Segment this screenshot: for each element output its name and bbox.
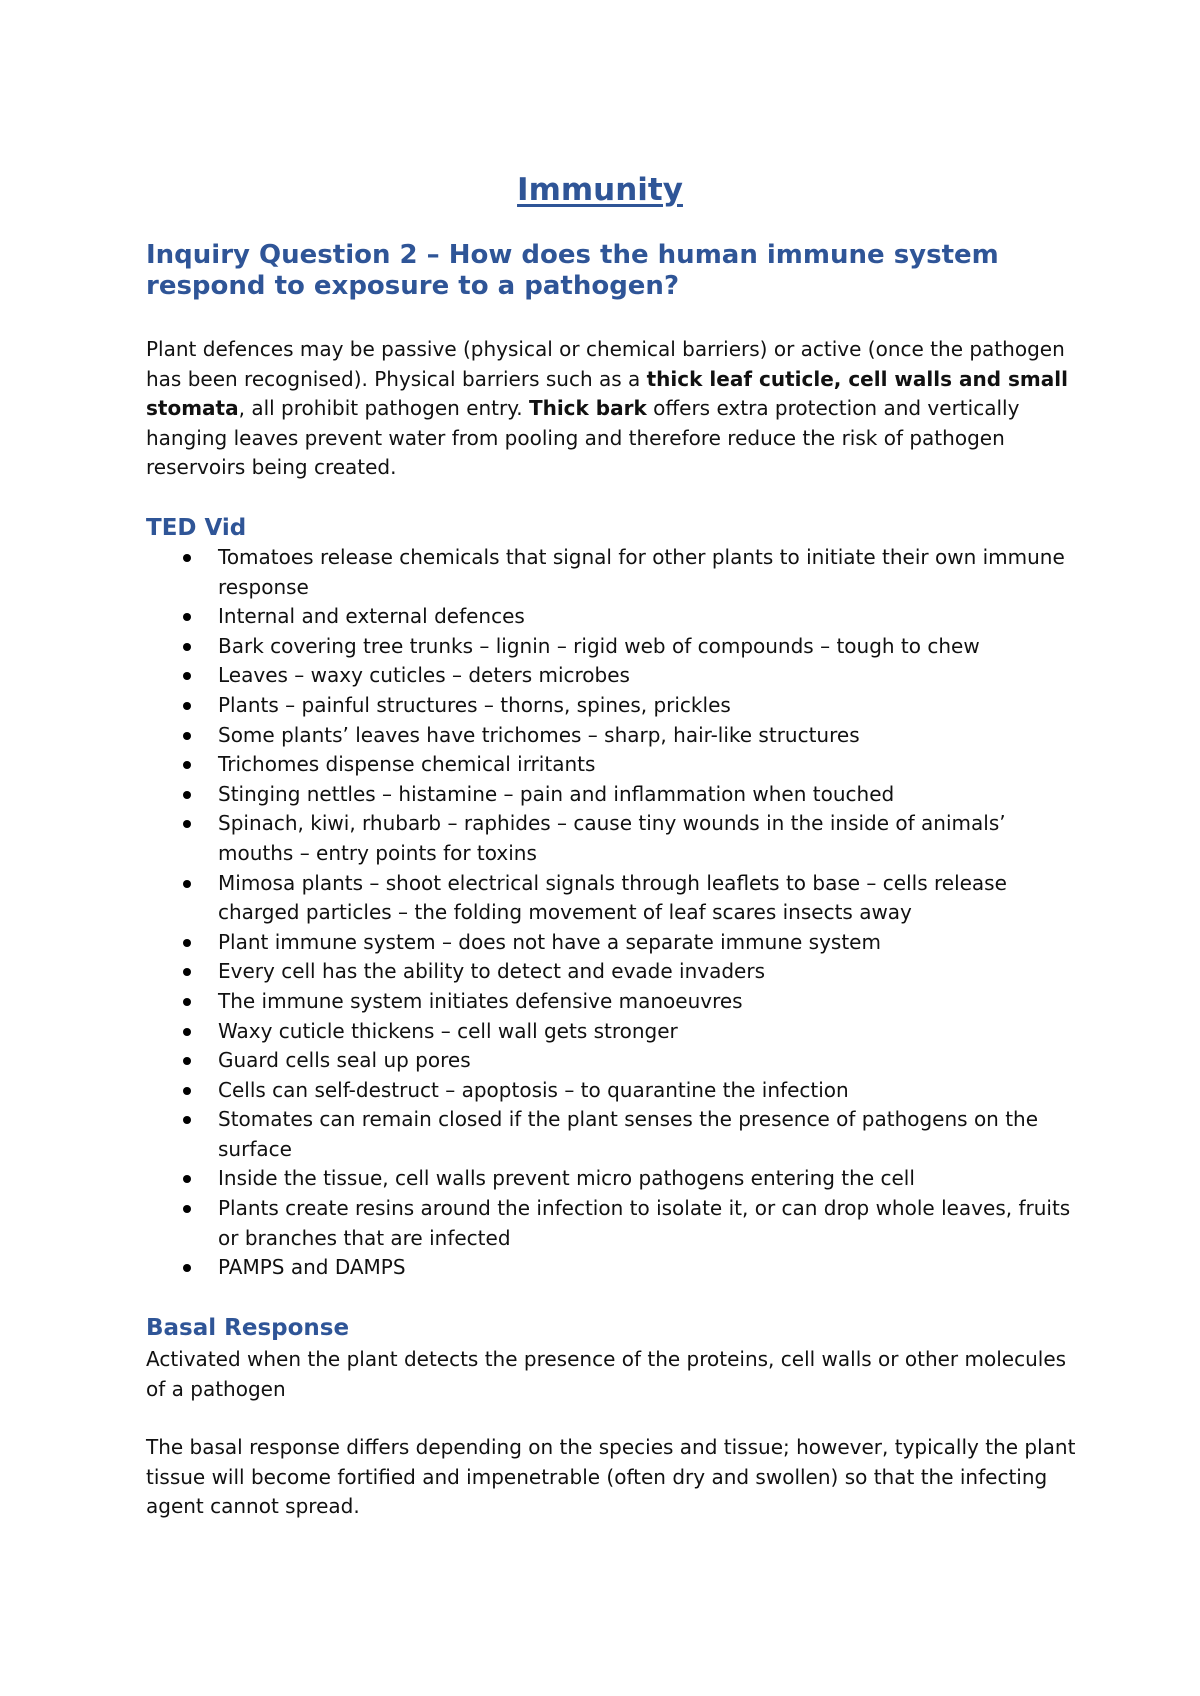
- list-item: [146, 928, 1076, 958]
- intro-text-3: offers extra protection and vertically hanging leaves prevent water from pooling and therefore reduce the risk of pathogen reservoirs being created.: [146, 396, 1020, 480]
- list-item-text: Leaves – waxy cuticles – deters microbes: [218, 663, 630, 688]
- list-item-text: Every cell has the ability to detect and evade invaders: [218, 959, 765, 984]
- list-item: [146, 957, 1076, 987]
- list-item-text: Tomatoes release chemicals that signal for other plants to initiate their own immune response: [218, 545, 1065, 599]
- list-item: [146, 661, 1076, 691]
- list-item: [146, 543, 1076, 602]
- intro-paragraph: [146, 335, 1076, 483]
- inquiry-question-heading: Inquiry Question 2 – How does the human immune system respond to exposure to a pathogen?: [146, 240, 999, 301]
- list-item-text: Plants create resins around the infection to isolate it, or can drop whole leaves, fruits or branches that are infected: [218, 1196, 1071, 1250]
- list-item-text: Cells can self-destruct – apoptosis – to quarantine the infection: [218, 1077, 849, 1102]
- list-item-text: Stinging nettles – histamine – pain and inflammation when touched: [218, 781, 895, 806]
- list-item: [146, 987, 1076, 1017]
- list-item: [146, 780, 1076, 810]
- list-item: [146, 1105, 1076, 1164]
- list-item: [146, 602, 1076, 632]
- bullet-icon: [183, 1116, 191, 1124]
- bullet-icon: [183, 791, 191, 799]
- bullet-icon: [183, 613, 191, 621]
- list-item: [146, 869, 1076, 928]
- list-item: [146, 1046, 1076, 1076]
- intro-bold-2: Thick bark: [528, 396, 647, 421]
- list-item-text: Bark covering tree trunks – lignin – rigid web of compounds – tough to chew: [218, 633, 980, 658]
- bullet-icon: [183, 1087, 191, 1095]
- list-item-text: Internal and external defences: [218, 604, 525, 629]
- intro-text-2: , all prohibit pathogen entry.: [238, 396, 529, 421]
- ted-section-heading: TED Vid: [146, 515, 247, 541]
- basal-paragraph-1: Activated when the plant detects the presence of the proteins, cell walls or other molecules of a pathogen: [146, 1347, 1067, 1401]
- list-item-text: Stomates can remain closed if the plant senses the presence of pathogens on the surface: [218, 1107, 1039, 1161]
- bullet-icon: [183, 643, 191, 651]
- bullet-icon: [183, 672, 191, 680]
- list-item-text: Guard cells seal up pores: [218, 1048, 471, 1073]
- intro-bold-1: thick leaf cuticle, cell walls and small stomata: [146, 366, 1068, 421]
- list-item: [146, 691, 1076, 721]
- list-item-text: Waxy cuticle thickens – cell wall gets stronger: [218, 1018, 678, 1043]
- list-item-text: Mimosa plants – shoot electrical signals through leaflets to base – cells release charged particles – the folding movement of leaf scares insects away: [218, 870, 1007, 925]
- bullet-icon: [183, 702, 191, 710]
- bullet-icon: [183, 820, 191, 828]
- intro-text-1: Plant defences may be passive (physical or chemical barriers) or active (once the pathogen has been recognised). Physical barriers such as a: [146, 337, 1065, 391]
- bullet-icon: [183, 554, 191, 562]
- bullet-icon: [183, 998, 191, 1006]
- list-item-text: The immune system initiates defensive manoeuvres: [218, 988, 743, 1013]
- bullet-icon: [183, 968, 191, 976]
- ted-bullet-list: [146, 543, 1076, 1283]
- list-item: [146, 1076, 1076, 1106]
- list-item: [146, 750, 1076, 780]
- bullet-icon: [183, 939, 191, 947]
- list-item-text: Trichomes dispense chemical irritants: [218, 752, 596, 777]
- list-item: [146, 1017, 1076, 1047]
- bullet-icon: [183, 732, 191, 740]
- list-item-text: PAMPS and DAMPS: [218, 1255, 406, 1280]
- list-item-text: Some plants’ leaves have trichomes – sharp, hair-like structures: [218, 722, 860, 747]
- bullet-icon: [183, 1264, 191, 1272]
- bullet-icon: [183, 761, 191, 769]
- list-item: [146, 721, 1076, 751]
- basal-section-heading: Basal Response: [146, 1315, 350, 1341]
- list-item-text: Inside the tissue, cell walls prevent micro pathogens entering the cell: [218, 1166, 915, 1191]
- list-item: [146, 1194, 1076, 1253]
- list-item: [146, 809, 1076, 868]
- list-item-text: Plants – painful structures – thorns, spines, prickles: [218, 692, 731, 717]
- list-item: [146, 1253, 1076, 1283]
- list-item: [146, 632, 1076, 662]
- list-item: [146, 1164, 1076, 1194]
- list-item-text: Plant immune system – does not have a separate immune system: [218, 929, 881, 954]
- bullet-icon: [183, 1205, 191, 1213]
- bullet-icon: [183, 1175, 191, 1183]
- list-item-text: Spinach, kiwi, rhubarb – raphides – cause tiny wounds in the inside of animals’ mouths – entry points for toxins: [218, 811, 1006, 865]
- bullet-icon: [183, 1057, 191, 1065]
- basal-paragraph-2: The basal response differs depending on the species and tissue; however, typically the plant tissue will become fortified and impenetrable (often dry and swollen) so that the infecting agent cannot spread.: [146, 1435, 1076, 1519]
- bullet-icon: [183, 1028, 191, 1036]
- page-title: Immunity: [517, 172, 683, 208]
- bullet-icon: [183, 880, 191, 888]
